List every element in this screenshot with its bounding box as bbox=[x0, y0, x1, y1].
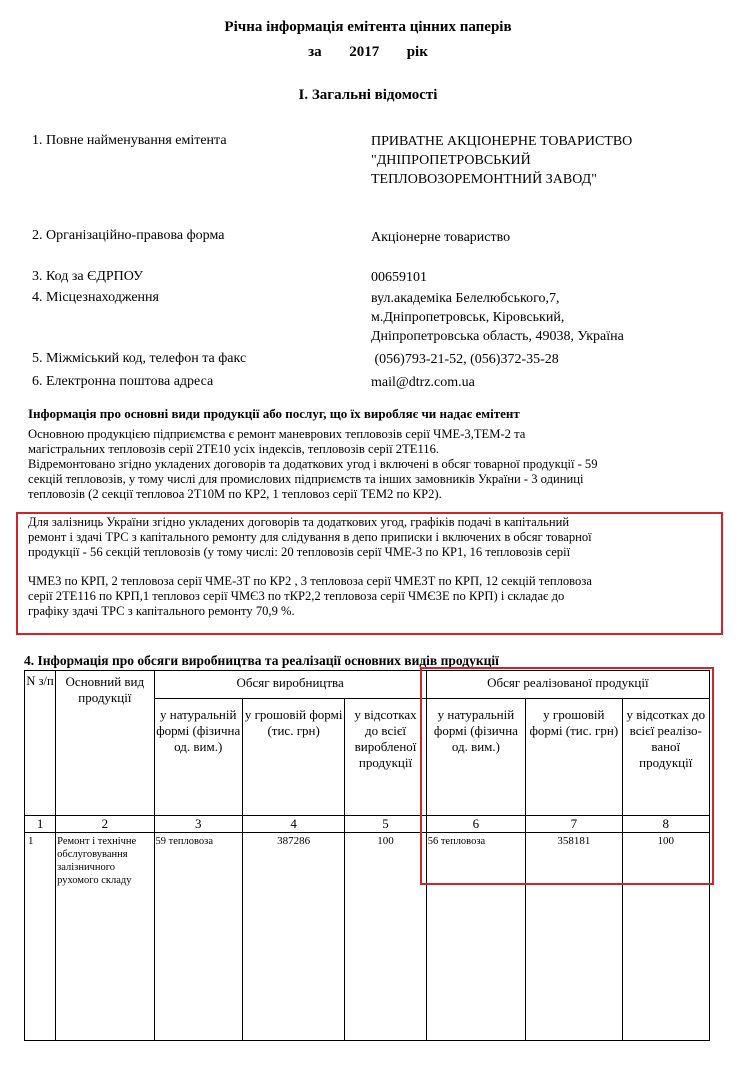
column-number: 8 bbox=[622, 816, 709, 833]
info-value-name bbox=[371, 132, 632, 189]
column-number: 7 bbox=[526, 816, 622, 833]
info-value-address bbox=[371, 289, 624, 346]
column-number: 6 bbox=[426, 816, 525, 833]
cell-prod-money: 387286 bbox=[242, 833, 344, 1041]
paragraph-line: тепловозів (2 секції тепловоа 2Т10М по КР2, 1 тепловоз серії ТЕМ2 по КР2). bbox=[28, 487, 442, 501]
info-label-phone: 5. Міжміський код, телефон та факс bbox=[32, 351, 247, 366]
header-prod-percent: у відсотках до всієї виробленої продукції bbox=[345, 699, 426, 816]
header-sales-group: Обсяг реалізованої продукції bbox=[426, 671, 709, 699]
info-value-email: mail@dtrz.com.ua bbox=[371, 375, 475, 390]
info-value-phone: (056)793-21-52, (056)372-35-28 bbox=[371, 352, 559, 367]
info-value-legal-form: Акціонерне товариство bbox=[371, 230, 511, 245]
header-product: Основний вид продукції bbox=[56, 671, 154, 816]
header-production-group: Обсяг виробництва bbox=[154, 671, 426, 699]
column-number: 3 bbox=[154, 816, 242, 833]
cell-prod-percent: 100 bbox=[345, 833, 426, 1041]
address-line: м.Дніпропетровськ, Кіровський, bbox=[371, 310, 565, 325]
address-line: Дніпропетровська область, 49038, Україна bbox=[371, 329, 624, 344]
year-suffix: рік bbox=[406, 44, 428, 60]
cell-sales-natural: 56 тепловоза bbox=[426, 833, 525, 1041]
header-sales-natural: у натуральній формі (фізична од. вим.) bbox=[426, 699, 525, 816]
header-prod-natural: у натуральній формі (фізична од. вим.) bbox=[154, 699, 242, 816]
issuer-name-line: ПРИВАТНЕ АКЦІОНЕРНЕ ТОВАРИСТВО bbox=[371, 134, 633, 149]
paragraph-line: магістральних тепловозів серії 2ТЕ10 усіх індексів, тепловозів серії 2ТЕ116. bbox=[28, 442, 440, 456]
header-sales-money: у грошовій формі (тис. грн) bbox=[526, 699, 622, 816]
column-number: 4 bbox=[242, 816, 344, 833]
info-label-address: 4. Місцезнаходження bbox=[32, 290, 159, 305]
report-year: 2017 bbox=[349, 44, 380, 60]
info-label-legal-form: 2. Організаційно-правова форма bbox=[32, 228, 225, 243]
header-n: N з/п bbox=[25, 671, 56, 816]
issuer-name-line: "ДНІПРОПЕТРОВСЬКИЙ bbox=[371, 153, 531, 168]
address-line: вул.академіка Белелюбського,7, bbox=[371, 291, 560, 306]
document-title: Річна інформація емітента цінних паперів bbox=[224, 19, 512, 35]
column-number: 5 bbox=[345, 816, 426, 833]
cell-sales-money: 358181 bbox=[526, 833, 622, 1041]
cell-n: 1 bbox=[25, 833, 56, 1041]
issuer-name-line: ТЕПЛОВОЗОРЕМОНТНИЙ ЗАВОД" bbox=[371, 172, 597, 187]
cell-product: Ремонт і технічне обслуговування залізничного рухомого складу bbox=[56, 833, 154, 1041]
cell-prod-natural: 59 тепловоза bbox=[154, 833, 242, 1041]
products-heading: Інформація про основні види продукції або послуг, що їх виробляє чи надає емітент bbox=[28, 406, 520, 421]
section-title: I. Загальні відомості bbox=[298, 87, 438, 103]
paragraph-line: Основною продукцією підприємства є ремонт маневрових тепловозів серії ЧМЕ-3,ТЕМ-2 та bbox=[28, 427, 526, 441]
column-number: 2 bbox=[56, 816, 154, 833]
header-sales-percent: у відсотках до всієї реалізо-ваної продукції bbox=[622, 699, 709, 816]
products-paragraph-2a bbox=[28, 515, 718, 560]
paragraph-line: продукції - 56 секцій тепловозів (у тому числі: 20 тепловозів серії ЧМЕ-3 по КР1, 16 тепловозів серії bbox=[28, 545, 571, 559]
cell-sales-percent: 100 bbox=[622, 833, 709, 1041]
info-label-code: 3. Код за ЄДРПОУ bbox=[32, 269, 144, 284]
paragraph-line: ремонт і здачі ТРС з капітального ремонту для слідування в депо приписки і включених в обсяг товарної bbox=[28, 530, 592, 544]
year-prefix: за bbox=[308, 44, 322, 60]
paragraph-line: ЧМЕ3 по КРП, 2 тепловоза серії ЧМЕ-3Т по КР2 , 3 тепловоза серії ЧМЕ3Т по КРП, 12 секцій тепловоза bbox=[28, 574, 592, 588]
table-heading: 4. Інформація про обсяги виробництва та реалізації основних видів продукції bbox=[24, 653, 499, 668]
products-paragraph-2b bbox=[28, 574, 718, 619]
paragraph-line: секцій тепловозів, у тому числі для промислових підприємств та інших замовників України - 3 одиниці bbox=[28, 472, 584, 486]
header-prod-money: у грошовій формі (тис. грн) bbox=[242, 699, 344, 816]
products-paragraph-1 bbox=[28, 427, 718, 502]
paragraph-line: графіку здачі ТРС з капітального ремонту 70,9 %. bbox=[28, 604, 295, 618]
paragraph-line: Для залізниць України згідно укладених договорів та додаткових угод, графіків подачі в капітальний bbox=[28, 515, 570, 529]
highlight-box-sales bbox=[420, 667, 714, 885]
column-number: 1 bbox=[25, 816, 56, 833]
info-label-name: 1. Повне найменування емітента bbox=[32, 133, 227, 148]
info-label-email: 6. Електронна поштова адреса bbox=[32, 374, 214, 389]
report-year-line bbox=[0, 44, 736, 61]
info-value-code: 00659101 bbox=[371, 270, 427, 285]
paragraph-line: серії 2ТЕ116 по КРП,1 тепловоз серії ЧМЄ3 по тКР2,2 тепловоза серії ЧМЄ3Е по КРП) і складає до bbox=[28, 589, 565, 603]
paragraph-line: Відремонтовано згідно укладених договорів та додаткових угод і включені в обсяг товарної продукції - 59 bbox=[28, 457, 598, 471]
